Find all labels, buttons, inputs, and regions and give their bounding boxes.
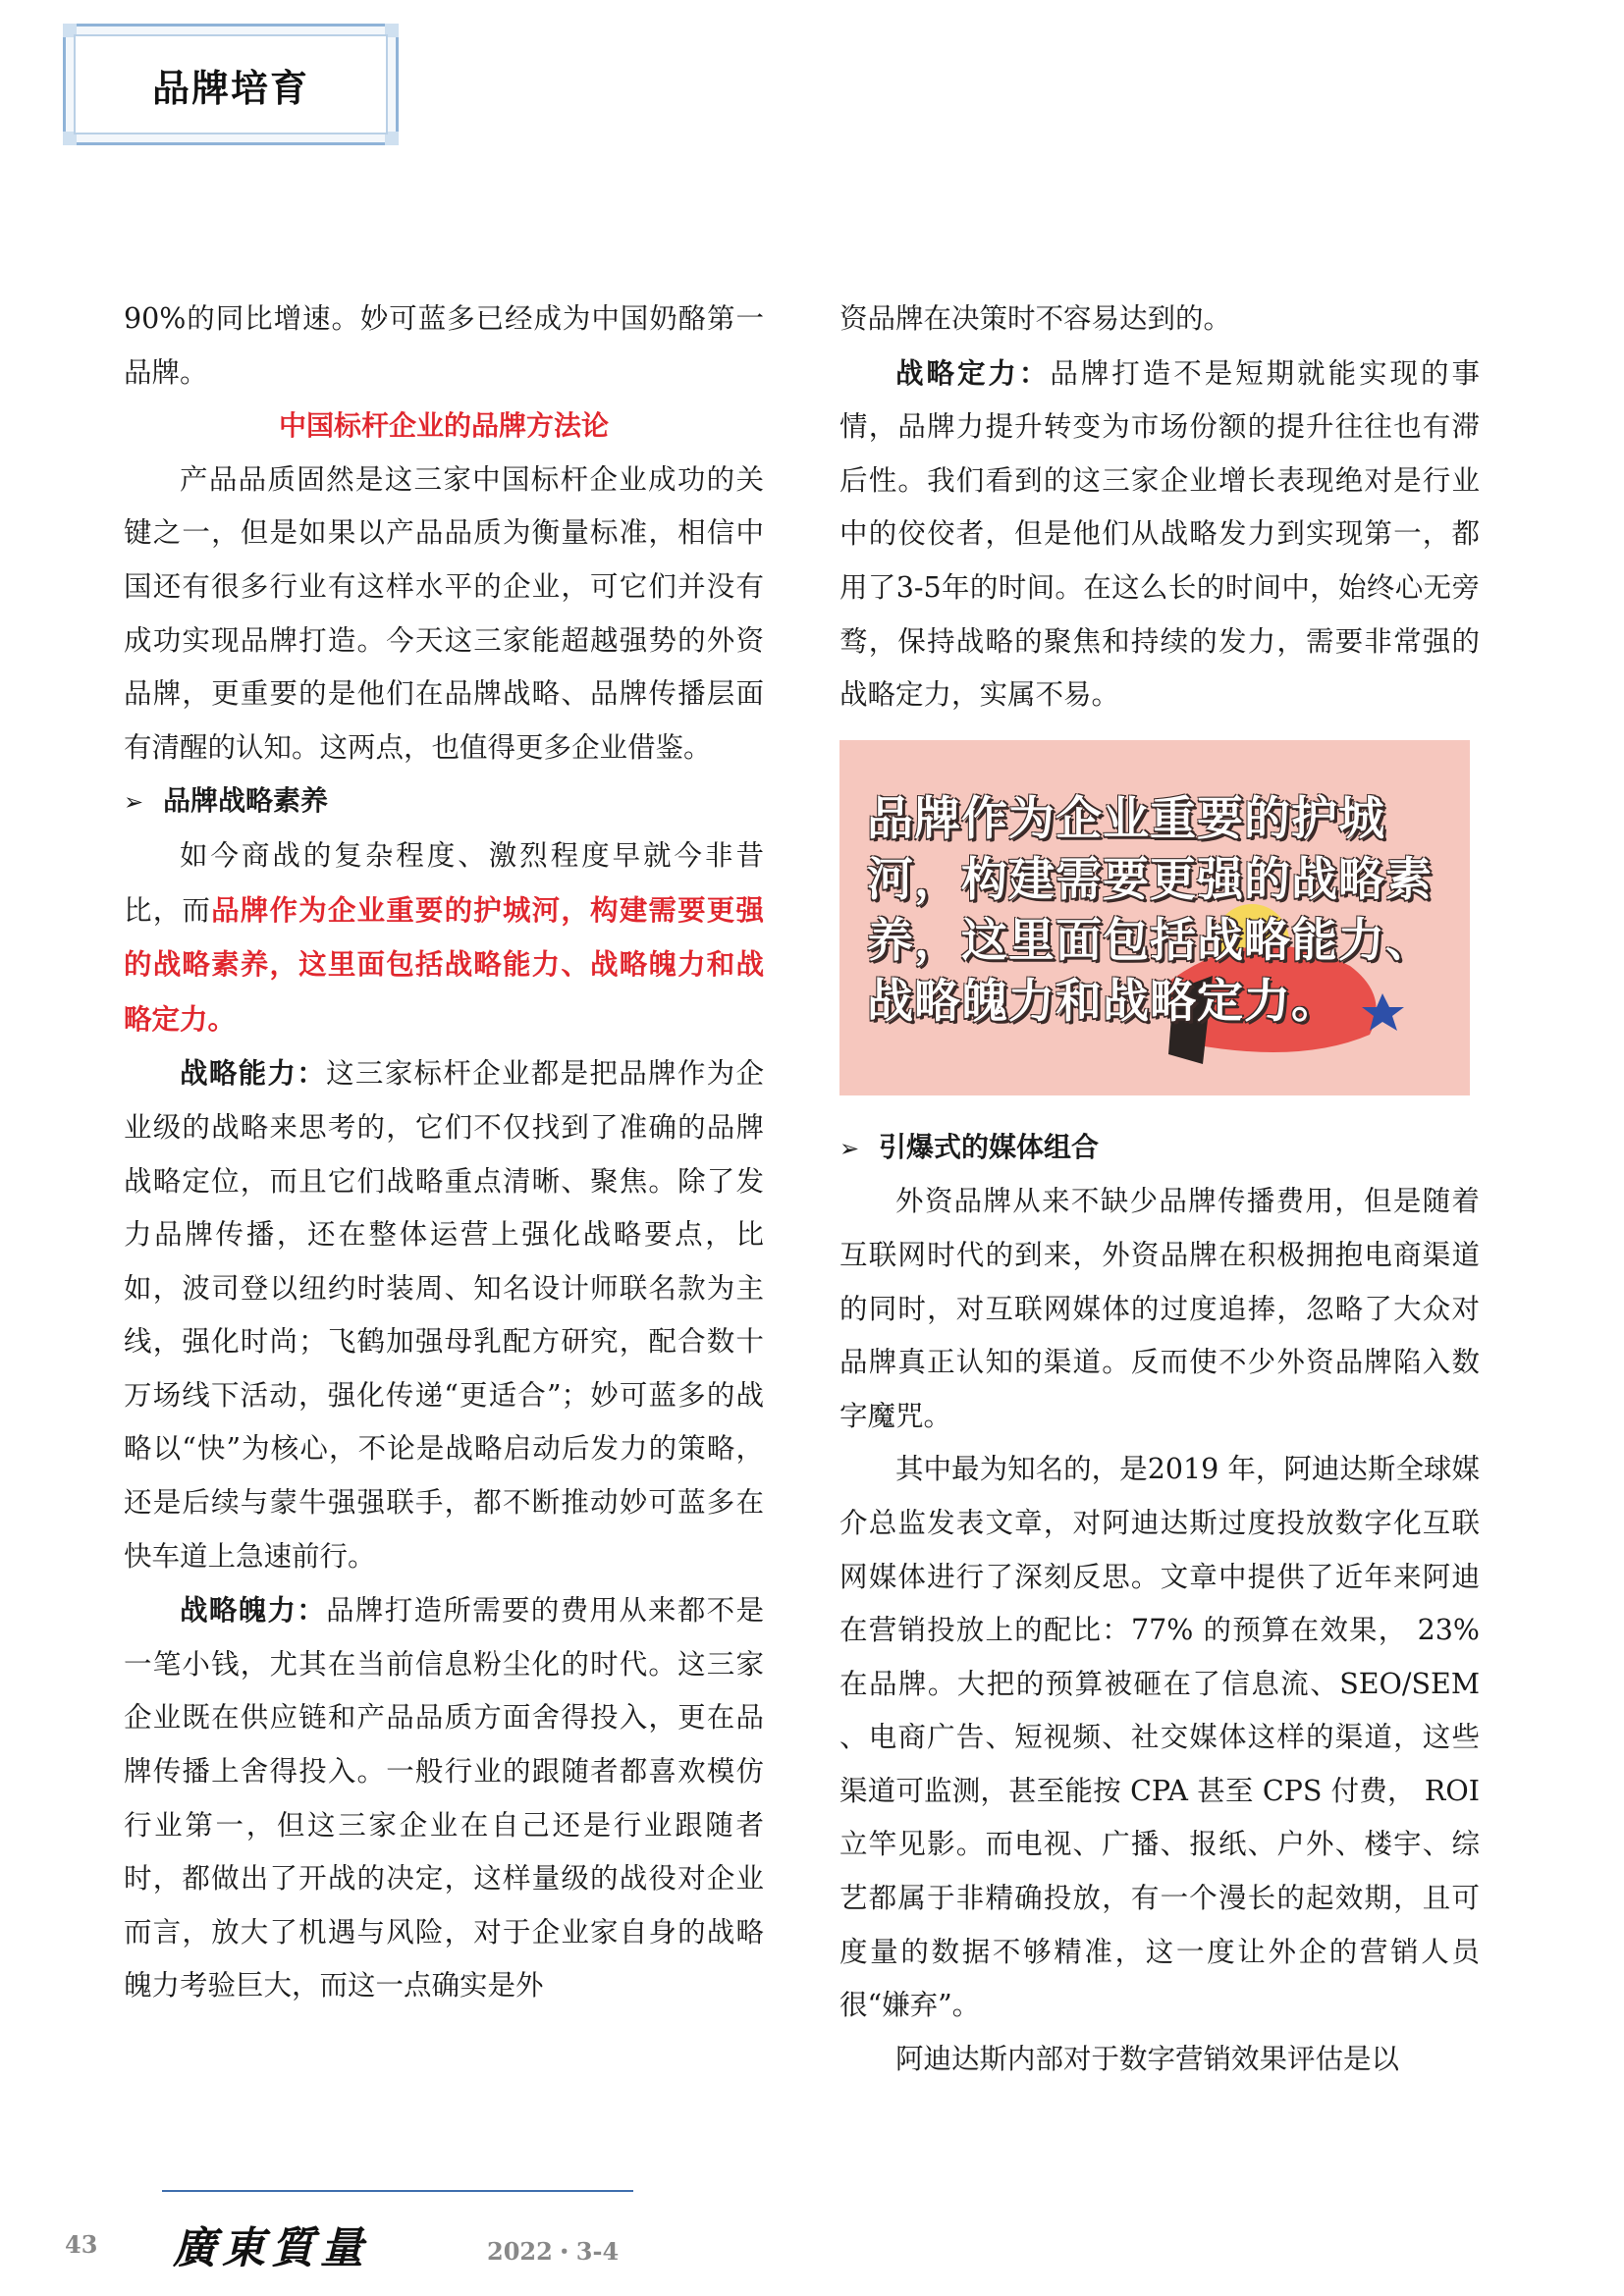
footer-rule [162,2190,633,2192]
highlight-text: 品牌作为企业重要的护城河，构建需要更强的战略素养，这里面包括战略能力、战略魄力和战略定力。 [124,892,764,1036]
section-heading: 中国标杆企业的品牌方法论 [278,409,609,443]
lead-term: 战略魄力： [180,1593,327,1628]
paragraph: 其中最为知名的，是2019 年，阿迪达斯全球媒介总监发表文章，对阿迪达斯过度投放数字化互联网媒体进行了深刻反思。文章中提供了近年来阿迪在营销投放上的配比：77% 的预算在效果， 23% 在品牌。大把的预算被砸在了信息流、SEO/SEM 、电商广告、短视频、社交媒体这样的渠道，这些渠道可监测，甚至能按 CPA 甚至 CPS 付费， ROI 立竿见影。而电视、广播、报纸、户外、楼宇、综艺都属于非精确投放，有一个漫长的起效期，且可度量的数据不够精准，这一度让外企的营销人员很“嫌弃”。 [839,1453,1480,2022]
left-column [124,293,764,2013]
paragraph [839,347,1480,722]
paragraph: 资品牌在决策时不容易达到的。 [839,302,1232,335]
arrow-bullet-icon: ➢ [124,788,144,817]
magazine-logo: 廣東質量 [173,2223,369,2273]
arrow-bullet-icon: ➢ [839,1134,860,1162]
section-title: 品牌培育 [151,66,309,110]
paragraph-text: 如今商战的复杂程度、激烈程度早就今非昔比，而 [124,838,764,927]
paragraph [124,1583,764,2013]
pull-quote-text: 品牌作为企业重要的护城河，构建需要更强的战略素养，这里面包括战略能力、战略魄力和战略定力。 [867,791,1433,1029]
pull-quote [839,740,1470,1095]
paragraph-text: 品牌打造不是短期就能实现的事情，品牌力提升转变为市场份额的提升往往也有滞后性。我们看到的这三家企业增长表现绝对是行业中的佼佼者，但是他们从战略发力到实现第一，都用了3-5年的时间。在这么长的时间中，始终心无旁骛，保持战略的聚焦和持续的发力，需要非常强的战略定力，实属不易。 [839,356,1480,712]
section-badge [63,24,399,145]
issue-number: 2022・3-4 [487,2237,620,2266]
paragraph [124,829,764,1046]
lead-term: 战略定力： [895,355,1051,390]
paragraph [124,1046,764,1583]
paragraph: 外资品牌从来不缺少品牌传播费用，但是随着互联网时代的到来，外资品牌在积极拥抱电商渠道的同时，对互联网媒体的过度追捧，忽略了大众对品牌真正认知的渠道。反而使不少外资品牌陷入数字魔咒。 [839,1185,1480,1432]
subheading-media [839,1121,1480,1176]
paragraph-text: 品牌打造所需要的费用从来都不是一笔小钱，尤其在当前信息粉尘化的时代。这三家企业既在供应链和产品品质方面舍得投入，更在品牌传播上舍得投入。一般行业的跟随者都喜欢模仿行业第一，但这三家企业在自己还是行业跟随者时，都做出了开战的决定，这样量级的战役对企业而言，放大了机遇与风险，对于企业家自身的战略魄力考验巨大，而这一点确实是外 [124,1594,764,2002]
paragraph: 阿迪达斯内部对于数字营销效果评估是以 [895,2042,1400,2075]
page-number: 43 [65,2230,98,2259]
right-column [839,293,1480,2086]
badge-inner [74,34,388,134]
paragraph: 90%的同比增速。妙可蓝多已经成为中国奶酪第一品牌。 [124,302,764,389]
paragraph: 产品品质固然是这三家中国标杆企业成功的关键之一，但是如果以产品品质为衡量标准，相信中国还有很多行业有这样水平的企业，可它们并没有成功实现品牌打造。今天这三家能超越强势的外资品牌，更重要的是他们在品牌战略、品牌传播层面有清醒的认知。这两点，也值得更多企业借鉴。 [124,462,764,764]
subheading-text: 品牌战略素养 [163,784,329,818]
subheading-text: 引爆式的媒体组合 [879,1130,1100,1163]
paragraph-text: 这三家标杆企业都是把品牌作为企业级的战略来思考的，它们不仅找到了准确的品牌战略定位，而且它们战略重点清晰、聚焦。除了发力品牌传播，还在整体运营上强化战略要点，比如，波司登以纽约时装周、知名设计师联名款为主线，强化时尚；飞鹤加强母乳配方研究，配合数十万场线下活动，强化传递“更适合”；妙可蓝多的战略以“快”为核心，不论是战略启动后发力的策略，还是后续与蒙牛强强联手，都不断推动妙可蓝多在快车道上急速前行。 [124,1057,764,1573]
lead-term: 战略能力： [180,1056,327,1091]
subheading-strategy [124,774,764,829]
